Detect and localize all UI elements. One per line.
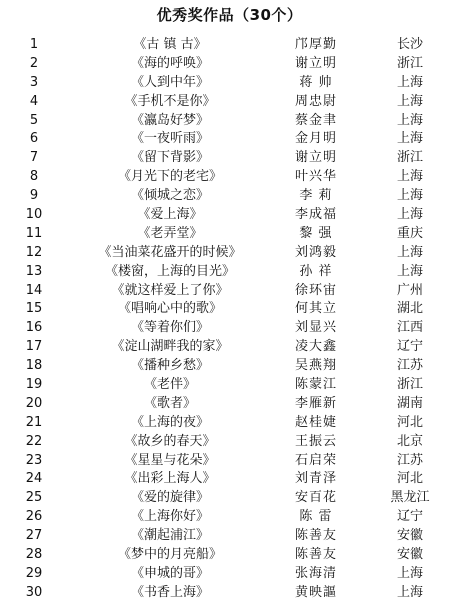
author-name: 陈善友 [294,528,337,544]
author-location: 黑龙江 [390,490,430,506]
author-name: 陈善友 [294,547,337,563]
work-title: 《倾城之恋》 [130,188,209,204]
list-item [0,187,459,206]
work-title: 《老弄堂》 [137,225,203,241]
work-title: 《海的呼唤》 [130,55,209,71]
author-location: 安徽 [396,528,423,544]
work-title: 《歌者》 [143,395,196,411]
author-location: 上海 [396,169,423,185]
list-item [0,527,459,546]
item-number: 27 [25,528,43,544]
item-number: 23 [25,452,43,468]
work-title: 《唱响心中的歌》 [117,301,222,317]
list-item [0,93,459,112]
item-number: 26 [25,509,43,525]
page-title: 优秀奖作品（30个） [156,6,303,24]
list-item [0,130,459,149]
work-title: 《一夜听雨》 [130,131,209,147]
item-number: 29 [25,565,43,581]
list-item [0,225,459,244]
work-title: 《故乡的春天》 [124,433,216,449]
list-item [0,433,459,452]
author-location: 上海 [396,263,423,279]
item-number: 7 [29,150,39,166]
author-name: 周忠尉 [294,93,337,109]
author-location: 上海 [396,584,423,600]
work-title: 《古 镇 古》 [133,37,207,52]
author-name: 吴燕翔 [294,358,337,374]
author-location: 河北 [396,414,423,430]
list-item [0,565,459,584]
item-number: 19 [25,377,43,393]
item-number: 13 [25,263,43,279]
work-title: 《星星与花朵》 [124,452,216,468]
author-name: 邝厚勤 [294,37,337,52]
author-location: 江苏 [396,452,423,468]
item-number: 8 [29,169,39,185]
work-title: 《月光下的老宅》 [117,169,222,185]
work-title: 《爱上海》 [137,207,203,223]
work-title: 《上海的夜》 [130,414,209,430]
author-name: 安百花 [294,490,337,506]
work-title: 《播种乡愁》 [130,358,209,374]
work-title: 《当油菜花盛开的时候》 [98,244,242,260]
list-item [0,395,459,414]
work-title: 《楼窗，上海的目光》 [104,263,235,279]
list-item [0,36,459,55]
item-number: 1 [29,37,39,52]
item-number: 17 [25,339,43,355]
author-name: 黄映謳 [294,584,337,600]
author-location: 浙江 [396,55,423,71]
item-number: 21 [25,414,43,430]
author-location: 上海 [396,244,423,260]
author-location: 湖北 [396,301,423,317]
item-number: 16 [25,320,43,336]
item-number: 4 [29,93,39,109]
list-item [0,338,459,357]
author-location: 浙江 [396,377,423,393]
work-title: 《老伴》 [143,377,196,393]
author-location: 广州 [396,282,423,298]
work-title: 《上海你好》 [130,509,209,525]
author-name: 谢立明 [294,55,337,71]
author-name: 刘显兴 [294,320,337,336]
author-name: 李 莉 [299,188,333,204]
author-name: 李成福 [294,207,337,223]
author-location: 浙江 [396,150,423,166]
work-title: 《申城的哥》 [130,565,209,581]
list-item [0,376,459,395]
author-name: 陈 雷 [299,509,333,525]
author-name: 赵桂婕 [294,414,337,430]
author-name: 蒋 帅 [299,74,333,90]
award-list [0,36,459,603]
work-title: 《潮起浦江》 [130,528,209,544]
author-name: 王振云 [294,433,337,449]
list-item [0,206,459,225]
item-number: 12 [25,244,43,260]
author-location: 上海 [396,188,423,204]
list-item [0,508,459,527]
item-number: 25 [25,490,43,506]
work-title: 《出彩上海人》 [124,471,216,487]
list-item [0,452,459,471]
author-location: 湖南 [396,395,423,411]
author-location: 河北 [396,471,423,487]
work-title: 《爱的旋律》 [130,490,209,506]
author-location: 江苏 [396,358,423,374]
author-location: 北京 [396,433,423,449]
list-item [0,55,459,74]
item-number: 22 [25,433,43,449]
item-number: 20 [25,395,43,411]
author-name: 蔡金聿 [294,112,337,128]
author-name: 金月明 [294,131,337,147]
list-item [0,584,459,603]
list-item [0,112,459,131]
list-item [0,244,459,263]
list-item [0,149,459,168]
author-name: 谢立明 [294,150,337,166]
author-location: 长沙 [396,37,423,52]
list-item [0,489,459,508]
item-number: 24 [25,471,43,487]
author-name: 凌大鑫 [294,339,337,355]
work-title: 《就这样爱上了你》 [111,282,229,298]
list-item [0,319,459,338]
list-item [0,414,459,433]
work-title: 《留下背影》 [130,150,209,166]
list-item [0,74,459,93]
list-item [0,357,459,376]
work-title: 《等着你们》 [130,320,209,336]
item-number: 5 [29,112,39,128]
author-name: 黎 强 [299,225,333,241]
author-location: 辽宁 [396,339,423,355]
item-number: 15 [25,301,43,317]
author-location: 重庆 [396,225,423,241]
work-title: 《人到中年》 [130,74,209,90]
list-item [0,546,459,565]
author-name: 李雁新 [294,395,337,411]
author-location: 上海 [396,74,423,90]
author-name: 徐环宙 [294,282,337,298]
author-location: 辽宁 [396,509,423,525]
author-location: 上海 [396,207,423,223]
item-number: 11 [25,225,43,241]
item-number: 14 [25,282,43,298]
list-item [0,300,459,319]
item-number: 28 [25,547,43,563]
list-item [0,470,459,489]
author-location: 上海 [396,93,423,109]
work-title: 《书香上海》 [130,584,209,600]
author-name: 张海清 [294,565,337,581]
item-number: 30 [25,584,43,600]
item-number: 10 [25,207,43,223]
author-name: 何其立 [294,301,337,317]
item-number: 18 [25,358,43,374]
author-name: 刘鸿毅 [294,244,337,260]
item-number: 6 [29,131,39,147]
list-item [0,263,459,282]
list-item [0,168,459,187]
author-name: 孙 祥 [299,263,333,279]
work-title: 《瀛岛好梦》 [130,112,209,128]
author-location: 上海 [396,131,423,147]
author-name: 刘青泽 [294,471,337,487]
author-name: 陈蒙江 [294,377,337,393]
item-number: 2 [29,55,39,71]
work-title: 《淀山湖畔我的家》 [111,339,229,355]
item-number: 3 [29,74,39,90]
list-item [0,282,459,301]
author-location: 安徽 [396,547,423,563]
author-location: 上海 [396,565,423,581]
item-number: 9 [29,188,39,204]
work-title: 《梦中的月亮船》 [117,547,222,563]
work-title: 《手机不是你》 [124,93,216,109]
author-location: 上海 [396,112,423,128]
author-location: 江西 [396,320,423,336]
author-name: 石启荣 [294,452,337,468]
author-name: 叶兴华 [294,169,337,185]
